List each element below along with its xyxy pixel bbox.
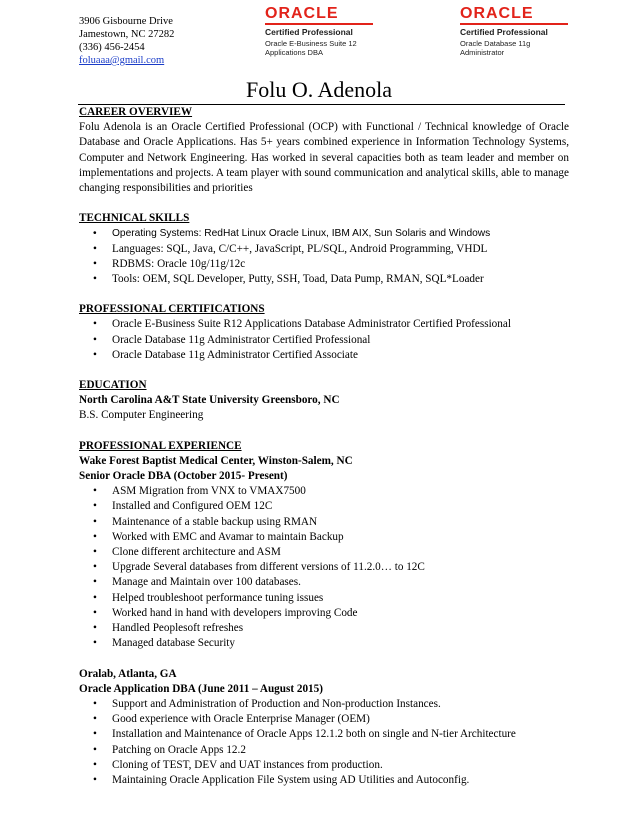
resume-body <box>79 105 569 788</box>
bullet-icon: • <box>93 697 97 710</box>
job-title: Senior Oracle DBA (October 2015- Present) <box>79 470 288 483</box>
job-employer: Wake Forest Baptist Medical Center, Winston-Salem, NC <box>79 454 353 467</box>
career-overview-heading: CAREER OVERVIEW <box>79 106 193 118</box>
list-item: • Worked hand in hand with developers improving Code <box>79 606 569 621</box>
bullet-icon: • <box>93 257 97 270</box>
list-item: • Installed and Configured OEM 12C <box>79 499 569 514</box>
oracle-logo-text: ORACLE <box>460 5 534 22</box>
list-item: • Tools: OEM, SQL Developer, Putty, SSH, Toad, Data Pump, RMAN, SQL*Loader <box>79 272 569 287</box>
logo-desc-line-2: Administrator <box>460 48 505 57</box>
list-item: • Installation and Maintenance of Oracle Apps 12.1.2 both on single and N-tier Architecture <box>79 727 569 742</box>
list-item: • Clone different architecture and ASM <box>79 545 569 560</box>
bullet-icon: • <box>93 242 97 255</box>
bullet-icon: • <box>93 546 97 559</box>
experience-heading: PROFESSIONAL EXPERIENCE <box>79 439 242 452</box>
bullet-icon: • <box>93 728 97 741</box>
list-item: • Operating Systems: RedHat Linux Oracle Linux, IBM AIX, Sun Solaris and Windows <box>79 226 569 241</box>
oracle-db-certification-logo <box>460 6 580 57</box>
certifications-heading: PROFESSIONAL CERTIFICATIONS <box>79 303 265 316</box>
list-item: • Oracle Database 11g Administrator Certified Professional <box>79 333 569 348</box>
list-item: • Oracle Database 11g Administrator Certified Associate <box>79 348 569 363</box>
bullet-icon: • <box>93 713 97 726</box>
school-name: North Carolina A&T State University Greensboro, NC <box>79 394 340 407</box>
list-item: • Handled Peoplesoft refreshes <box>79 621 569 636</box>
logo-divider <box>460 23 568 25</box>
oracle-ebs-certification-logo <box>265 6 385 57</box>
technical-skills-heading: TECHNICAL SKILLS <box>79 212 190 225</box>
bullet-icon: • <box>93 333 97 346</box>
bullet-icon: • <box>93 576 97 589</box>
logo-desc-line-1: Oracle Database 11g <box>460 39 531 48</box>
bullet-icon: • <box>93 561 97 574</box>
logo-cert-label: Certified Professional <box>460 27 548 37</box>
list-item: • Oracle E-Business Suite R12 Applications Database Administrator Certified Professional <box>79 317 569 332</box>
address-line-2: Jamestown, NC 27282 <box>79 29 175 40</box>
list-item: • Patching on Oracle Apps 12.2 <box>79 743 569 758</box>
job-title: Oracle Application DBA (June 2011 – August 2015) <box>79 682 323 695</box>
bullet-icon: • <box>93 515 97 528</box>
job-duties-list <box>79 697 569 788</box>
bullet-icon: • <box>93 348 97 361</box>
bullet-icon: • <box>93 273 97 286</box>
list-item: • Good experience with Oracle Enterprise Manager (OEM) <box>79 712 569 727</box>
address-line-1: 3906 Gisbourne Drive <box>79 16 173 27</box>
bullet-icon: • <box>93 500 97 513</box>
degree: B.S. Computer Engineering <box>79 409 204 422</box>
list-item: • Support and Administration of Production and Non-production Instances. <box>79 697 569 712</box>
bullet-icon: • <box>93 743 97 756</box>
list-item: • Cloning of TEST, DEV and UAT instances from production. <box>79 758 569 773</box>
list-item: • Maintaining Oracle Application File System using AD Utilities and Autoconfig. <box>79 773 569 788</box>
logo-desc-line-2: Applications DBA <box>265 48 323 57</box>
certifications-list <box>79 317 569 363</box>
bullet-icon: • <box>93 485 97 498</box>
email-link[interactable]: foluaaa@gmail.com <box>79 55 165 66</box>
oracle-logo-text: ORACLE <box>265 5 339 22</box>
education-heading: EDUCATION <box>79 379 147 392</box>
bullet-icon: • <box>93 637 97 650</box>
job-employer: Oralab, Atlanta, GA <box>79 667 177 680</box>
list-item: • Manage and Maintain over 100 databases. <box>79 575 569 590</box>
bullet-icon: • <box>93 318 97 331</box>
list-item: • Managed database Security <box>79 636 569 651</box>
bullet-icon: • <box>93 622 97 635</box>
contact-block <box>79 15 174 67</box>
job-duties-list <box>79 484 569 651</box>
logo-cert-label: Certified Professional <box>265 27 353 37</box>
list-item: • Helped troubleshoot performance tuning issues <box>79 591 569 606</box>
list-item: • Languages: SQL, Java, C/C++, JavaScript, PL/SQL, Android Programming, VHDL <box>79 242 569 257</box>
list-item: • ASM Migration from VNX to VMAX7500 <box>79 484 569 499</box>
bullet-icon: • <box>93 530 97 543</box>
bullet-icon: • <box>93 758 97 771</box>
bullet-icon: • <box>93 228 97 240</box>
list-item: • Upgrade Several databases from different versions of 11.2.0… to 12C <box>79 560 569 575</box>
list-item: • RDBMS: Oracle 10g/11g/12c <box>79 257 569 272</box>
bullet-icon: • <box>93 606 97 619</box>
logo-divider <box>265 23 373 25</box>
list-item: • Maintenance of a stable backup using RMAN <box>79 515 569 530</box>
bullet-icon: • <box>93 591 97 604</box>
career-overview-text: Folu Adenola is an Oracle Certified Professional (OCP) with Functional / Technical knowledge of Oracle Database and Oracle Applications. Has 5+ years combined experience in Information Technology Systems, Computer and Network Engineering. Has worked in several capacities both as team leader and member on implementations and projects. A team player with sound communication and analytical skills, able to manage changing responsibilities and priorities <box>79 121 569 195</box>
candidate-name: Folu O. Adenola <box>245 77 393 102</box>
bullet-icon: • <box>93 773 97 786</box>
list-item: • Worked with EMC and Avamar to maintain Backup <box>79 530 569 545</box>
technical-skills-list <box>79 226 569 287</box>
phone-number: (336) 456-2454 <box>79 42 145 53</box>
logo-desc-line-1: Oracle E-Business Suite 12 <box>265 39 357 48</box>
